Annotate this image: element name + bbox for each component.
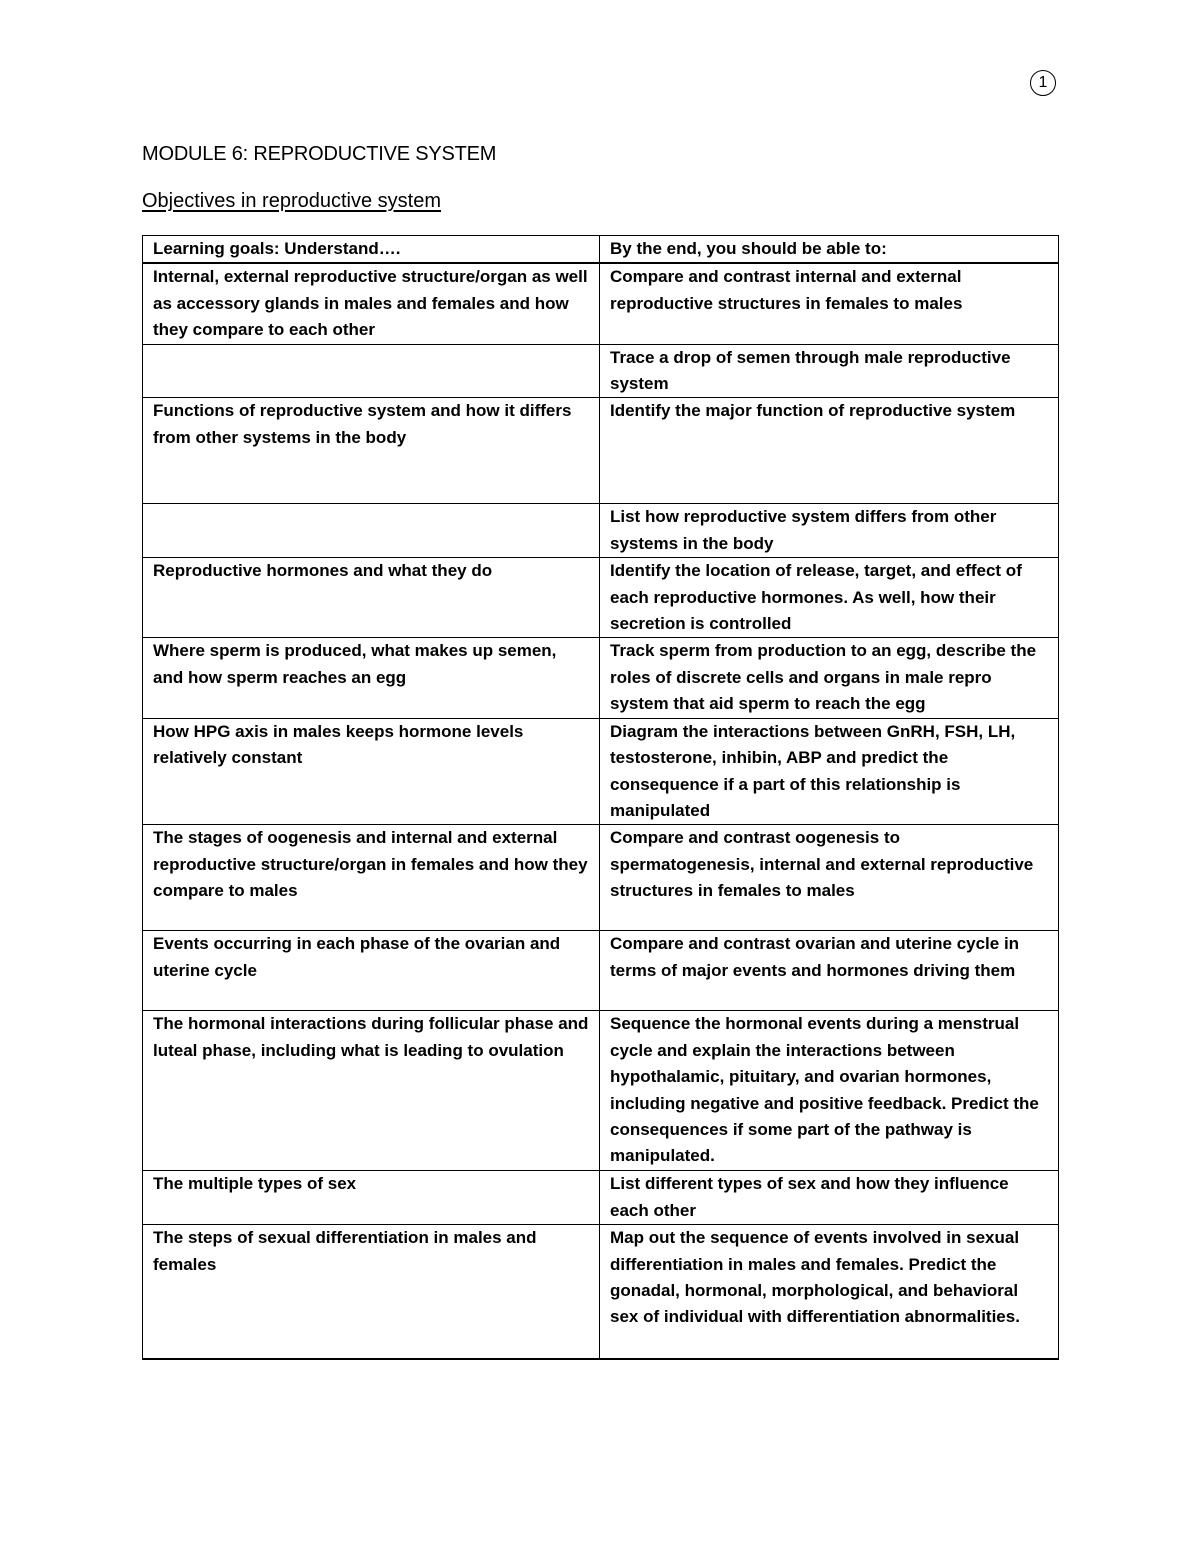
header-learning-goals: Learning goals: Understand…. — [143, 236, 600, 264]
outcome-cell: Identify the location of release, target, and effect of each reproductive hormones. As well, how their secretion is controlled — [600, 558, 1059, 638]
table-header-row — [143, 236, 1059, 264]
learning-goal-cell: Where sperm is produced, what makes up semen, and how sperm reaches an egg — [143, 638, 600, 718]
learning-goal-cell: The hormonal interactions during follicular phase and luteal phase, including what is leading to ovulation — [143, 1011, 600, 1171]
learning-goal-cell: How HPG axis in males keeps hormone levels relatively constant — [143, 718, 600, 825]
learning-goal-cell: The stages of oogenesis and internal and external reproductive structure/organ in females and how they compare to males — [143, 825, 600, 931]
outcome-cell: Compare and contrast oogenesis to spermatogenesis, internal and external reproductive structures in females to males — [600, 825, 1059, 931]
outcome-cell: Track sperm from production to an egg, describe the roles of discrete cells and organs in male repro system that aid sperm to reach the egg — [600, 638, 1059, 718]
outcome-cell: Trace a drop of semen through male reproductive system — [600, 344, 1059, 398]
outcome-cell: Compare and contrast ovarian and uterine cycle in terms of major events and hormones driving them — [600, 931, 1059, 1011]
learning-goal-cell: Internal, external reproductive structure/organ as well as accessory glands in males and females and how they compare to each other — [143, 263, 600, 344]
table-row — [143, 558, 1059, 638]
outcome-cell: Diagram the interactions between GnRH, FSH, LH, testosterone, inhibin, ABP and predict the consequence if a part of this relationship is manipulated — [600, 718, 1059, 825]
page-number-badge: 1 — [1030, 70, 1056, 96]
table-row — [143, 398, 1059, 504]
table-row — [143, 931, 1059, 1011]
learning-goal-cell — [143, 504, 600, 558]
learning-goal-cell: Functions of reproductive system and how it differs from other systems in the body — [143, 398, 600, 504]
table-row — [143, 718, 1059, 825]
table-row — [143, 504, 1059, 558]
table-row — [143, 1225, 1059, 1359]
learning-goal-cell — [143, 344, 600, 398]
section-subtitle: Objectives in reproductive system — [142, 190, 442, 212]
outcome-cell: List different types of sex and how they influence each other — [600, 1171, 1059, 1225]
learning-goal-cell: Events occurring in each phase of the ovarian and uterine cycle — [143, 931, 600, 1011]
objectives-table — [142, 235, 1059, 1360]
outcome-cell: Map out the sequence of events involved in sexual differentiation in males and females. Predict the gonadal, hormonal, morphological, and behavioral sex of individual with differentiation abnormalities. — [600, 1225, 1059, 1359]
learning-goal-cell: Reproductive hormones and what they do — [143, 558, 600, 638]
table-row — [143, 263, 1059, 344]
outcome-cell: Compare and contrast internal and external reproductive structures in females to males — [600, 263, 1059, 344]
learning-goal-cell: The steps of sexual differentiation in males and females — [143, 1225, 600, 1359]
learning-goal-cell: The multiple types of sex — [143, 1171, 600, 1225]
outcome-cell: Sequence the hormonal events during a menstrual cycle and explain the interactions between hypothalamic, pituitary, and ovarian hormones, including negative and positive feedback. Predict the consequences if some part of the pathway is manipulated. — [600, 1011, 1059, 1171]
table-row — [143, 825, 1059, 931]
table-row — [143, 1011, 1059, 1171]
table-row — [143, 344, 1059, 398]
header-outcomes: By the end, you should be able to: — [600, 236, 1059, 264]
page-title: MODULE 6: REPRODUCTIVE SYSTEM — [142, 143, 497, 165]
outcome-cell: List how reproductive system differs from other systems in the body — [600, 504, 1059, 558]
table-row — [143, 1171, 1059, 1225]
outcome-cell: Identify the major function of reproductive system — [600, 398, 1059, 504]
table-row — [143, 638, 1059, 718]
